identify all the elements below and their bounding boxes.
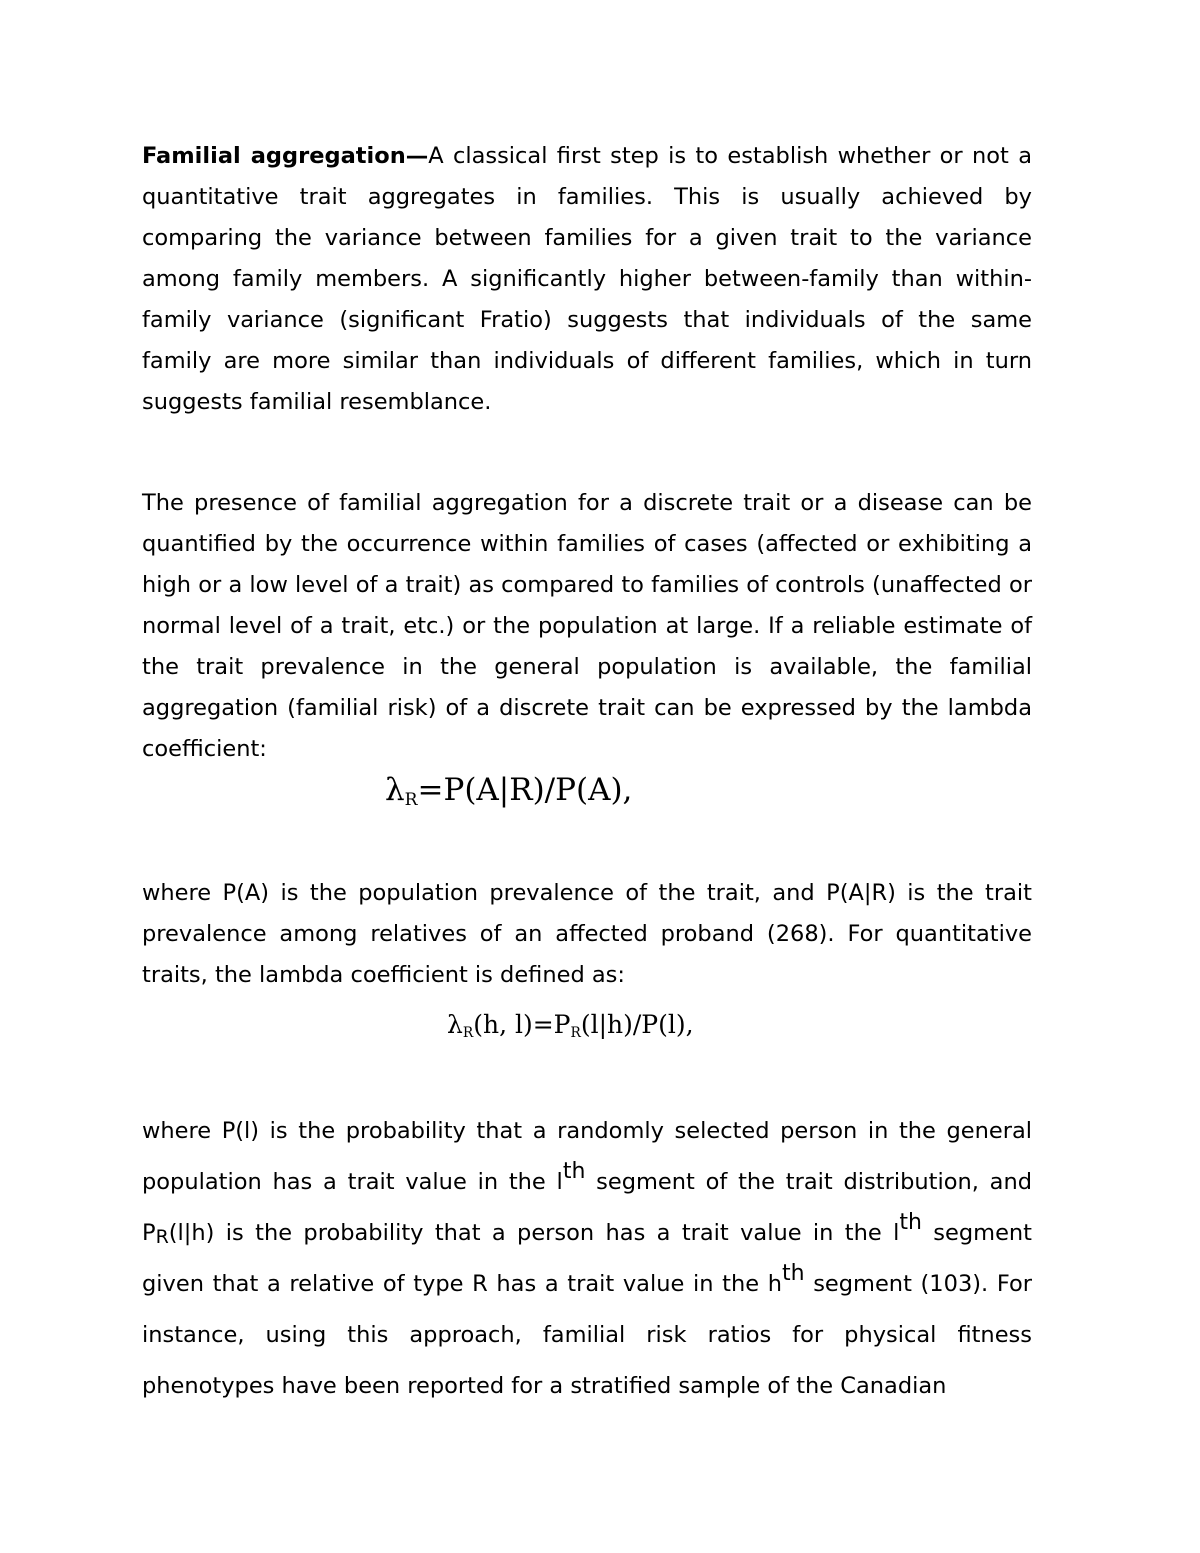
lambda-formula-discrete	[385, 772, 633, 811]
superscript: th	[781, 1261, 805, 1286]
formula-rhs: =P(A|R)/P(A),	[417, 772, 633, 808]
paragraph-text: segment given that a relative of type R has a trait value in the h	[142, 1220, 1032, 1297]
lambda-symbol: λ	[385, 772, 405, 808]
formula-subscript: R	[404, 790, 418, 811]
paragraph-text: (l|h) is the probability that a person has a trait value in the l	[168, 1220, 900, 1246]
section-heading: Familial aggregation—	[142, 143, 429, 169]
formula-middle: (h, l)=P	[473, 1010, 571, 1039]
paragraph-text: segment of the trait distribution, and P	[142, 1169, 1032, 1246]
subscript: R	[155, 1225, 169, 1248]
paragraph-probability-definition	[142, 1106, 1032, 1412]
paragraph-familial-aggregation	[142, 136, 1032, 423]
paragraph-text: where P(l) is the probability that a randomly selected person in the general population has a trait value in the l	[142, 1118, 1032, 1195]
paragraph-discrete-trait	[142, 483, 1032, 770]
superscript: th	[899, 1210, 922, 1235]
paragraph-prevalence-definition	[142, 873, 1032, 996]
lambda-symbol: λ	[447, 1010, 463, 1039]
formula-subscript: R	[462, 1025, 474, 1042]
formula-rhs: (l|h)/P(l),	[580, 1010, 694, 1039]
lambda-formula-quantitative	[447, 1010, 694, 1042]
paragraph-text: The presence of familial aggregation for a discrete trait or a disease can be quantified by the occurrence within families of cases (affected or exhibiting a high or a low level of a trait) as compared to families of controls (unaffected or normal level of a trait, etc.) or the population at large. If a reliable estimate of the trait prevalence in the general population is available, the familial aggregation (familial risk) of a discrete trait can be expressed by the lambda coefficient:	[142, 490, 1032, 762]
paragraph-text: segment (103). For instance, using this approach, familial risk ratios for physical fitness phenotypes have been reported for a stratified sample of the Canadian	[142, 1271, 1032, 1399]
formula-subscript: R	[570, 1025, 581, 1042]
paragraph-text: where P(A) is the population prevalence of the trait, and P(A|R) is the trait prevalence among relatives of an affected proband (268). For quantitative traits, the lambda coefficient is defined as:	[142, 880, 1032, 988]
superscript: th	[562, 1159, 586, 1184]
paragraph-text: A classical first step is to establish whether or not a quantitative trait aggregates in families. This is usually achieved by comparing the variance between families for a given trait to the variance among family members. A significantly higher between-family than within-family variance (significant Fratio) suggests that individuals of the same family are more similar than individuals of different families, which in turn suggests familial resemblance.	[142, 143, 1032, 415]
